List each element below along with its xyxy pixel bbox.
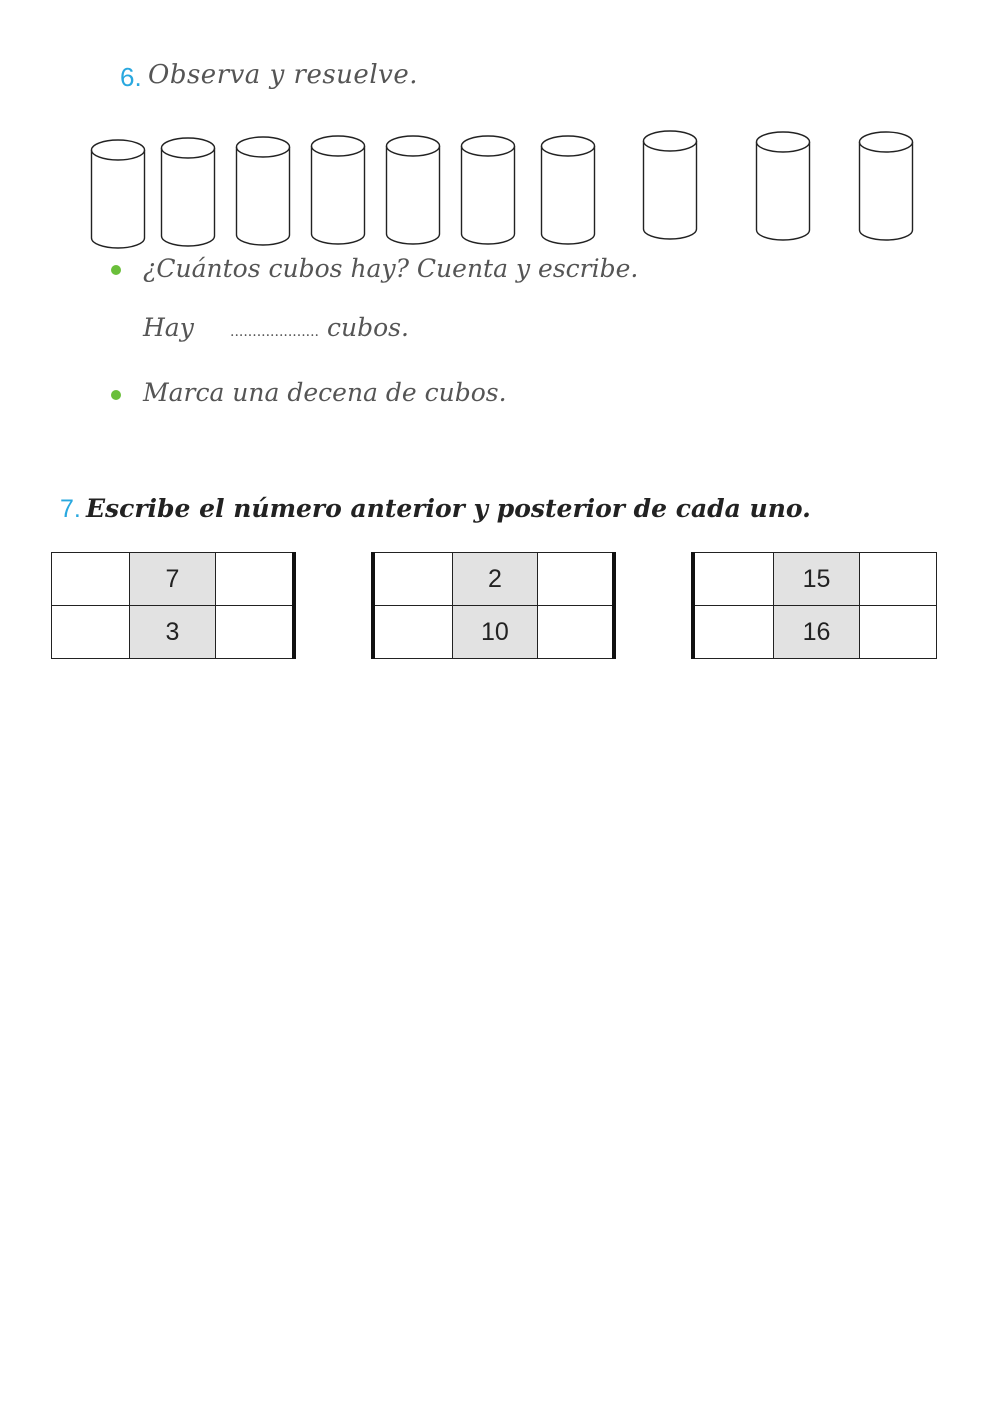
center-number: 15 — [773, 553, 859, 606]
cylinder-icon[interactable] — [92, 140, 145, 248]
before-cell[interactable] — [52, 553, 130, 606]
bullet-icon — [111, 390, 121, 400]
number-table-3 — [691, 552, 937, 659]
center-number: 10 — [452, 606, 537, 659]
table-row — [52, 606, 295, 659]
cylinder-icon[interactable] — [542, 136, 595, 244]
number-table-2 — [371, 552, 616, 659]
exercise-7-title: Escribe el número anterior y posterior de cada uno. — [86, 494, 811, 523]
center-number: 2 — [452, 553, 537, 606]
table-row — [373, 606, 614, 659]
exercise-6-title: Observa y resuelve. — [148, 60, 418, 90]
after-cell[interactable] — [860, 553, 937, 606]
cylinder-icon[interactable] — [237, 137, 290, 245]
center-number: 7 — [129, 553, 215, 606]
before-cell[interactable] — [52, 606, 130, 659]
after-cell[interactable] — [538, 553, 614, 606]
cylinders-illustration — [80, 125, 930, 250]
cylinder-icon[interactable] — [860, 132, 913, 240]
table-row — [373, 553, 614, 606]
exercise-6-number: 6. — [120, 62, 142, 92]
question-mark-ten: Marca una decena de cubos. — [143, 378, 507, 407]
answer-suffix: cubos. — [326, 313, 409, 342]
cylinder-icon[interactable] — [387, 136, 440, 244]
table-row — [52, 553, 295, 606]
exercise-7-number: 7. — [60, 495, 81, 523]
table-row — [693, 606, 937, 659]
after-cell[interactable] — [860, 606, 937, 659]
cylinder-icon[interactable] — [644, 131, 697, 239]
number-table-1 — [51, 552, 296, 659]
cylinder-icon[interactable] — [312, 136, 365, 244]
after-cell[interactable] — [538, 606, 614, 659]
before-cell[interactable] — [693, 553, 773, 606]
after-cell[interactable] — [216, 606, 294, 659]
center-number: 16 — [773, 606, 859, 659]
answer-blank[interactable]: .................... — [230, 324, 320, 340]
after-cell[interactable] — [216, 553, 294, 606]
center-number: 3 — [129, 606, 215, 659]
before-cell[interactable] — [693, 606, 773, 659]
cylinder-icon[interactable] — [162, 138, 215, 246]
answer-prefix: Hay — [143, 313, 194, 342]
bullet-icon — [111, 265, 121, 275]
before-cell[interactable] — [373, 553, 452, 606]
answer-line[interactable] — [230, 313, 409, 342]
cylinder-icon[interactable] — [462, 136, 515, 244]
before-cell[interactable] — [373, 606, 452, 659]
question-count-cubes: ¿Cuántos cubos hay? Cuenta y escribe. — [143, 254, 639, 283]
table-row — [693, 553, 937, 606]
cylinder-icon[interactable] — [757, 132, 810, 240]
